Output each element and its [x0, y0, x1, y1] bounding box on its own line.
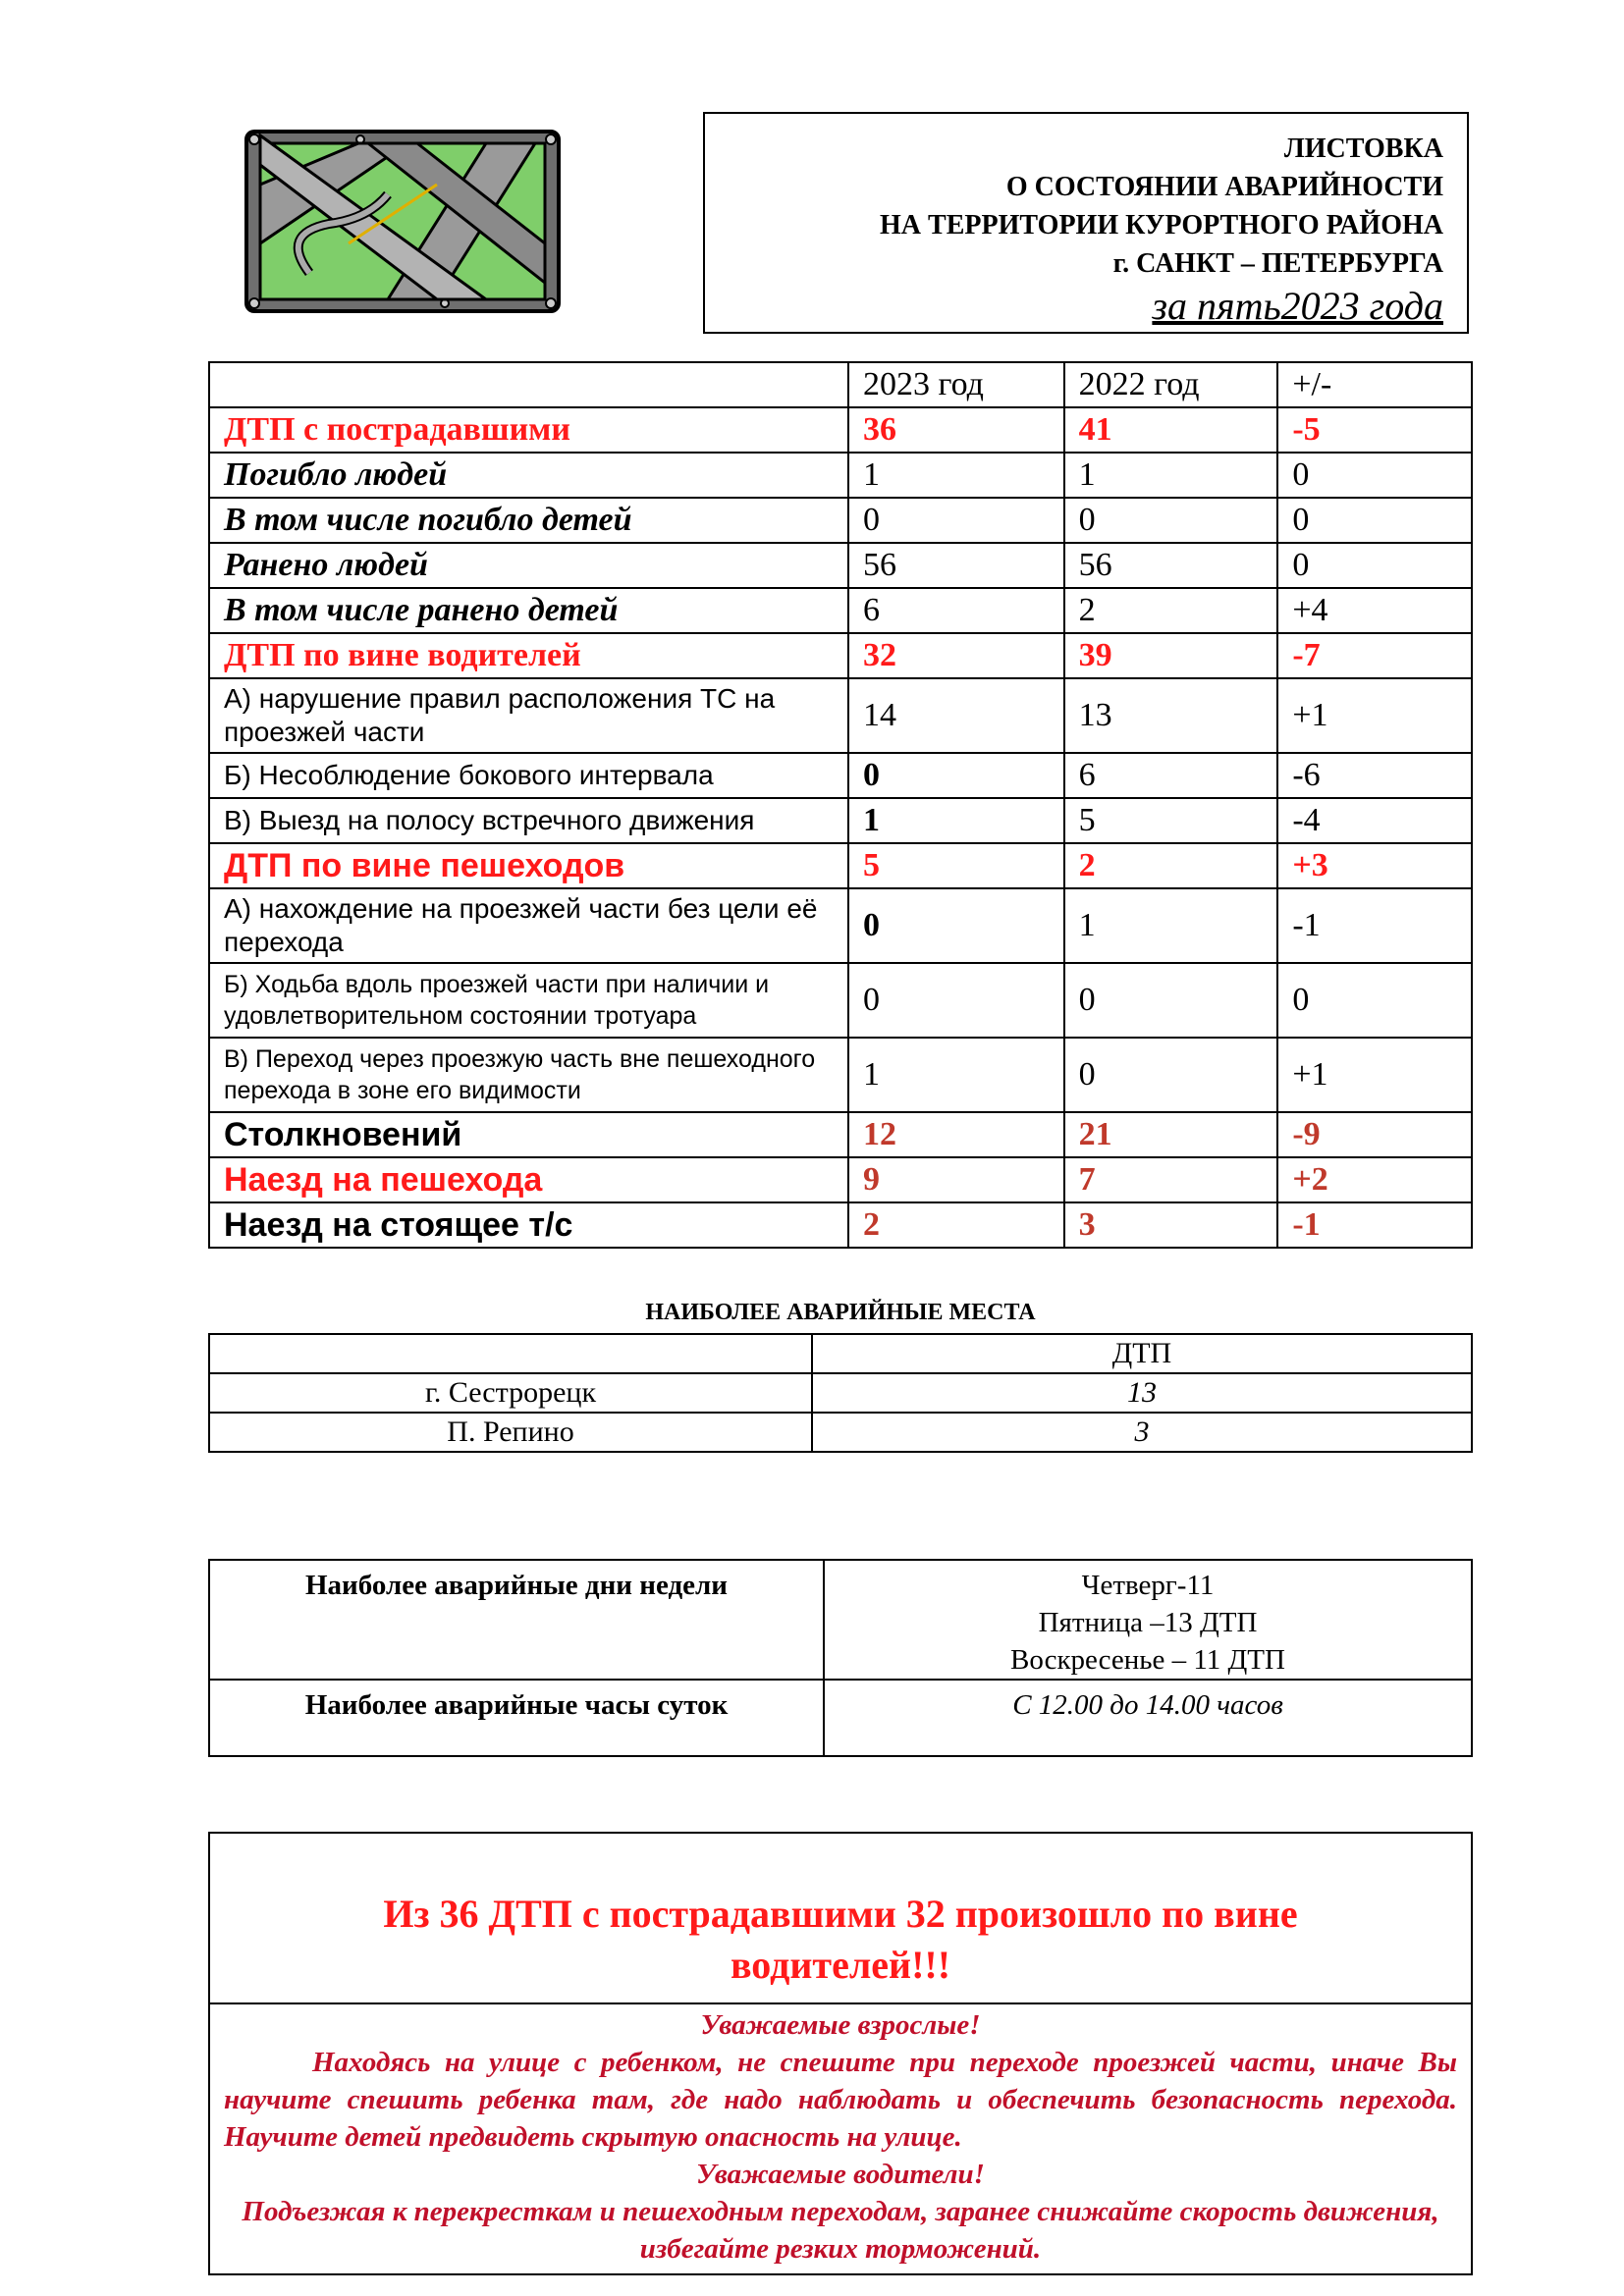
headline-line-1: Из 36 ДТП с пострадавшими 32 произошло по вине [383, 1892, 1298, 1936]
value-2023: 2 [848, 1202, 1064, 1248]
table-row [209, 498, 1472, 543]
adults-text: Находясь на улице с ребенком, не спешите при переходе проезжей части, иначе Вы научите спешить ребенка там, где надо наблюдать и обеспечить безопасность перехода. Научите детей предвидеть скрытую опасность на улице. [224, 2047, 1457, 2153]
table-row [209, 888, 1472, 963]
table-row [209, 1157, 1472, 1202]
accident-stats-table [208, 361, 1473, 1249]
header-cell [209, 1334, 812, 1373]
value-2023: 1 [848, 453, 1064, 498]
value-2022: 41 [1064, 407, 1278, 453]
notice-headline [210, 1834, 1471, 2004]
value-diff: 0 [1277, 963, 1472, 1038]
value-diff: 0 [1277, 453, 1472, 498]
value-diff: -9 [1277, 1112, 1472, 1157]
title-line-1: ЛИСТОВКА [1283, 133, 1443, 164]
road-interchange-icon [241, 126, 565, 317]
dangerous-places-table [208, 1333, 1473, 1453]
value-2022: 6 [1064, 753, 1278, 798]
value-2022: 1 [1064, 888, 1278, 963]
table-row [209, 1202, 1472, 1248]
table-row [209, 407, 1472, 453]
leaflet-title-box [703, 112, 1469, 334]
header-cell: 2022 год [1064, 362, 1278, 407]
value-2023: 0 [848, 888, 1064, 963]
value-2023: 14 [848, 678, 1064, 753]
place-name: г. Сестрорецк [209, 1373, 812, 1413]
adults-title: Уважаемые взрослые! [700, 2009, 981, 2041]
value-2023: 0 [848, 963, 1064, 1038]
row-label: А) нарушение правил расположения ТС на проезжей части [209, 678, 848, 753]
table-row [209, 843, 1472, 888]
dangerous-times-table [208, 1559, 1473, 1757]
value-2022: 0 [1064, 1038, 1278, 1112]
value-2023: 32 [848, 633, 1064, 678]
value-2022: 7 [1064, 1157, 1278, 1202]
value-2023: 6 [848, 588, 1064, 633]
value-2022: 39 [1064, 633, 1278, 678]
value-2022: 3 [1064, 1202, 1278, 1248]
safety-notice [208, 1832, 1473, 2275]
table-header-row [209, 362, 1472, 407]
value-2022: 21 [1064, 1112, 1278, 1157]
notice-body [210, 2004, 1471, 2273]
table-row [209, 1413, 1472, 1452]
value-2023: 56 [848, 543, 1064, 588]
value-diff: +2 [1277, 1157, 1472, 1202]
row-label: Погибло людей [209, 453, 848, 498]
row-label: Наезд на стоящее т/с [209, 1202, 848, 1248]
table-row [209, 1038, 1472, 1112]
place-count: 13 [812, 1373, 1472, 1413]
title-line-2: О СОСТОЯНИИ АВАРИЙНОСТИ [1005, 172, 1443, 202]
table-row [209, 588, 1472, 633]
value-2023: 0 [848, 753, 1064, 798]
value-2022: 0 [1064, 498, 1278, 543]
value-2022: 13 [1064, 678, 1278, 753]
row-label: Столкновений [209, 1112, 848, 1157]
row-label: В том числе погибло детей [209, 498, 848, 543]
row-label: Б) Несоблюдение бокового интервала [209, 753, 848, 798]
table-row [209, 1112, 1472, 1157]
row-label: В) Выезд на полосу встречного движения [209, 798, 848, 843]
title-line-4: г. САНКТ – ПЕТЕРБУРГА [1112, 248, 1443, 279]
header-cell: 2023 год [848, 362, 1064, 407]
value-2022: 1 [1064, 453, 1278, 498]
table-row [209, 963, 1472, 1038]
hours-value: С 12.00 до 14.00 часов [824, 1680, 1472, 1756]
period-label: за пять2023 года [1152, 284, 1443, 328]
value-2023: 9 [848, 1157, 1064, 1202]
place-name: П. Репино [209, 1413, 812, 1452]
header-cell: +/- [1277, 362, 1472, 407]
table-row [209, 1373, 1472, 1413]
places-section-title: НАИБОЛЕЕ АВАРИЙНЫЕ МЕСТА [645, 1300, 1036, 1325]
value-2023: 12 [848, 1112, 1064, 1157]
table-row [209, 1680, 1472, 1756]
value-diff: 0 [1277, 498, 1472, 543]
value-diff: -1 [1277, 888, 1472, 963]
value-2022: 2 [1064, 588, 1278, 633]
value-diff: +3 [1277, 843, 1472, 888]
value-diff: -4 [1277, 798, 1472, 843]
value-diff: +4 [1277, 588, 1472, 633]
table-row [209, 798, 1472, 843]
row-label: В) Переход через проезжую часть вне пешеходного перехода в зоне его видимости [209, 1038, 848, 1112]
value-2022: 2 [1064, 843, 1278, 888]
value-2023: 1 [848, 1038, 1064, 1112]
weekdays-values [824, 1560, 1472, 1680]
table-row [209, 453, 1472, 498]
value-diff: +1 [1277, 1038, 1472, 1112]
drivers-title: Уважаемые водители! [696, 2159, 985, 2190]
row-label: ДТП по вине пешеходов [209, 843, 848, 888]
value-diff: -7 [1277, 633, 1472, 678]
table-row [209, 753, 1472, 798]
title-line-3: НА ТЕРРИТОРИИ КУРОРТНОГО РАЙОНА [880, 210, 1443, 240]
table-row [209, 1560, 1472, 1680]
table-row [209, 678, 1472, 753]
value-2022: 56 [1064, 543, 1278, 588]
value-2022: 5 [1064, 798, 1278, 843]
value-diff: -1 [1277, 1202, 1472, 1248]
header-cell [209, 362, 848, 407]
row-label: В том числе ранено детей [209, 588, 848, 633]
table-row [209, 543, 1472, 588]
weekdays-label: Наиболее аварийные дни недели [209, 1560, 824, 1680]
weekday-value: Воскресенье – 11 ДТП [1010, 1644, 1285, 1676]
header-cell: ДТП [812, 1334, 1472, 1373]
value-2023: 1 [848, 798, 1064, 843]
value-diff: -6 [1277, 753, 1472, 798]
row-label: А) нахождение на проезжей части без цели её перехода [209, 888, 848, 963]
row-label: ДТП по вине водителей [209, 633, 848, 678]
value-diff: +1 [1277, 678, 1472, 753]
drivers-text: Подъезжая к перекресткам и пешеходным переходам, заранее снижайте скорость движения, избегайте резких торможений. [242, 2196, 1439, 2265]
row-label: Ранено людей [209, 543, 848, 588]
row-label: ДТП с пострадавшими [209, 407, 848, 453]
hours-label: Наиболее аварийные часы суток [209, 1680, 824, 1756]
table-row [209, 633, 1472, 678]
value-2023: 0 [848, 498, 1064, 543]
row-label: Б) Ходьба вдоль проезжей части при наличии и удовлетворительном состоянии тротуара [209, 963, 848, 1038]
value-diff: 0 [1277, 543, 1472, 588]
place-count: 3 [812, 1413, 1472, 1452]
value-2022: 0 [1064, 963, 1278, 1038]
table-header-row [209, 1334, 1472, 1373]
weekday-value: Четверг-11 [1081, 1570, 1215, 1601]
value-2023: 36 [848, 407, 1064, 453]
value-2023: 5 [848, 843, 1064, 888]
row-label: Наезд на пешехода [209, 1157, 848, 1202]
value-diff: -5 [1277, 407, 1472, 453]
headline-line-2: водителей!!! [730, 1943, 951, 1987]
weekday-value: Пятница –13 ДТП [1038, 1607, 1258, 1638]
